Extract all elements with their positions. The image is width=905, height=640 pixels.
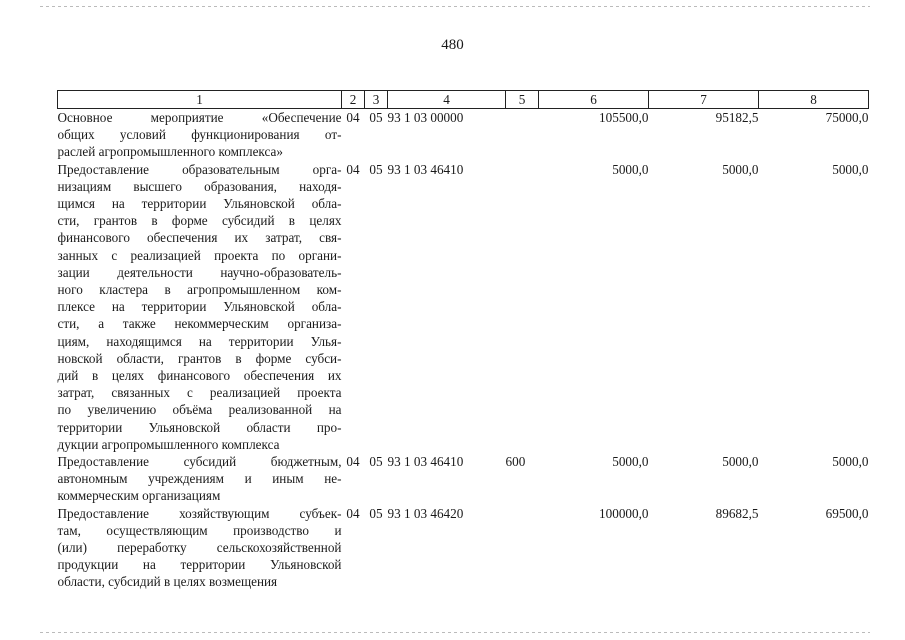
table-row — [58, 161, 869, 453]
section-code: 04 — [346, 110, 360, 125]
scan-edge-bottom — [40, 632, 870, 633]
section-code: 04 — [346, 505, 360, 521]
row-description — [58, 109, 342, 161]
description-line: циям, находящимся на территории Улья- — [57, 333, 342, 349]
subsection-code: 05 — [369, 110, 383, 125]
header-col-8: 8 — [759, 91, 869, 109]
header-col-1: 1 — [58, 91, 342, 109]
section-code: 04 — [346, 161, 360, 177]
amount-col-7: 95182,5 — [715, 110, 759, 125]
budget-table — [57, 90, 869, 591]
table-row — [58, 109, 869, 161]
section-code: 04 — [346, 454, 360, 470]
description-line: продукции на территории Ульяновской — [57, 557, 342, 573]
target-article-code: 93 1 03 46410 — [387, 454, 464, 470]
description-line: Основное мероприятие «Обеспечение — [57, 110, 342, 125]
description-line: по увеличению объёма реализованной на — [57, 402, 342, 418]
description-line: затрат, связанных с реализацией проекта — [57, 385, 342, 401]
description-line: коммерческим организациям — [57, 488, 221, 504]
row-description — [58, 505, 342, 591]
description-line: Предоставление образовательным орга- — [57, 161, 342, 177]
amount-col-6: 105500,0 — [599, 110, 649, 125]
description-line: зации деятельности научно-образователь- — [57, 264, 342, 280]
target-article-code: 93 1 03 46420 — [387, 505, 464, 521]
subsection-code: 05 — [369, 505, 383, 521]
header-col-4: 4 — [388, 91, 506, 109]
description-line: (или) переработку сельскохозяйственной — [57, 540, 342, 556]
subsection-code: 05 — [369, 454, 383, 470]
header-col-6: 6 — [539, 91, 649, 109]
amount-col-6: 100000,0 — [599, 505, 649, 521]
amount-col-8: 75000,0 — [825, 110, 869, 125]
scan-edge-top — [40, 6, 870, 7]
description-line: Предоставление хозяйствующим субъек- — [57, 505, 342, 521]
amount-col-8: 5000,0 — [832, 454, 869, 470]
expense-type-code — [506, 161, 539, 453]
description-line: сти, а также некоммерческим организа- — [57, 316, 342, 332]
row-description — [58, 161, 342, 453]
description-line: занных с реализацией проекта по органи- — [57, 247, 342, 263]
description-line: ного кластера в агропромышленном ком- — [57, 282, 342, 298]
description-line: финансового обеспечения их затрат, свя- — [57, 230, 342, 246]
description-line: общих условий функционирования от- — [57, 127, 342, 143]
description-line: дий в целях финансового обеспечения их — [57, 368, 342, 384]
header-col-3: 3 — [365, 91, 388, 109]
description-line: щимся на территории Ульяновской обла- — [57, 196, 342, 212]
description-line: Предоставление субсидий бюджетным, — [57, 454, 342, 470]
expense-type-code — [506, 109, 539, 161]
description-line: дукции агропромышленного комплекса — [57, 436, 280, 452]
header-col-7: 7 — [649, 91, 759, 109]
amount-col-7: 5000,0 — [722, 454, 759, 470]
target-article-code: 93 1 03 46410 — [387, 161, 464, 177]
amount-col-8: 69500,0 — [825, 505, 869, 521]
description-line: плексе на территории Ульяновской обла- — [57, 299, 342, 315]
amount-col-6: 5000,0 — [612, 161, 649, 177]
expense-type-code: 600 — [505, 454, 526, 470]
expense-type-code — [506, 505, 539, 591]
header-col-5: 5 — [506, 91, 539, 109]
amount-col-8: 5000,0 — [832, 161, 869, 177]
table-row — [58, 453, 869, 505]
description-line: территории Ульяновской области про- — [57, 419, 342, 435]
description-line: там, осуществляющим производство и — [57, 522, 342, 538]
amount-col-6: 5000,0 — [612, 454, 649, 470]
description-line: низациям высшего образования, находя- — [57, 178, 342, 194]
description-line: области, субсидий в целях возмещения — [57, 574, 278, 590]
page-number: 480 — [441, 37, 464, 53]
description-line: автономным учреждениям и иным не- — [57, 471, 342, 487]
description-line: раслей агропромышленного комплекса» — [57, 144, 283, 160]
target-article-code: 93 1 03 00000 — [387, 110, 464, 125]
description-line: сти, грантов в форме субсидий в целях — [57, 213, 342, 229]
header-row — [58, 91, 869, 109]
table-row — [58, 505, 869, 591]
amount-col-7: 5000,0 — [722, 161, 759, 177]
description-line: новской области, грантов в форме субси- — [57, 350, 342, 366]
row-description — [58, 453, 342, 505]
header-col-2: 2 — [342, 91, 365, 109]
amount-col-7: 89682,5 — [715, 505, 759, 521]
subsection-code: 05 — [369, 161, 383, 177]
